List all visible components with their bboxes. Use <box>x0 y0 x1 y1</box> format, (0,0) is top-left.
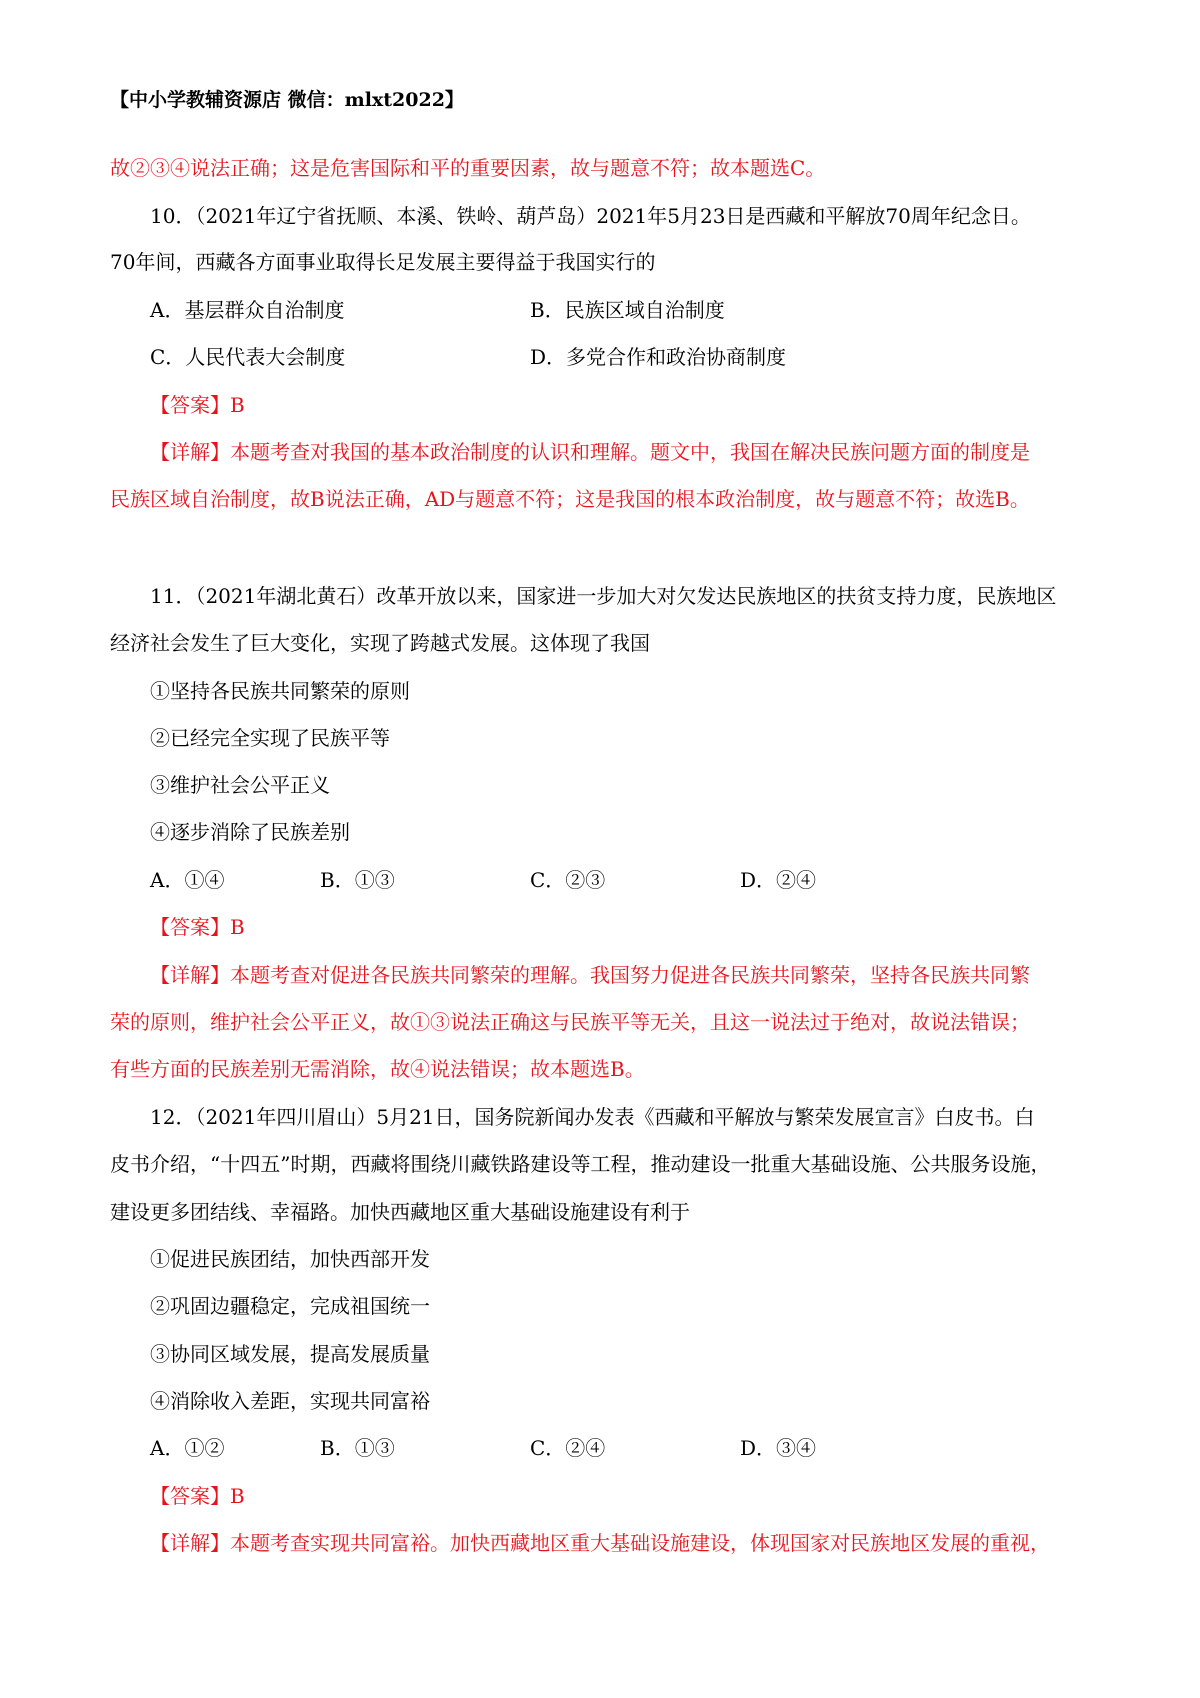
detail-line: 有些方面的民族差别无需消除，故④说法错误；故本题选B。 <box>110 1057 645 1081</box>
detail-line: 【详解】本题考查对我国的基本政治制度的认识和理解。题文中，我国在解决民族问题方面的制度是 <box>150 440 1030 464</box>
statement-item: ①坚持各民族共同繁荣的原则 <box>150 679 410 703</box>
statement-item: ④消除收入差距，实现共同富裕 <box>150 1389 430 1413</box>
question-stem-line: 皮书介绍，“十四五”时期，西藏将围绕川藏铁路建设等工程，推动建设一批重大基础设施、公共服务设施， <box>110 1152 1051 1176</box>
previous-detail-tail: 故②③④说法正确；这是危害国际和平的重要因素，故与题意不符；故本题选C。 <box>110 156 826 180</box>
question-stem-line: 70年间，西藏各方面事业取得长足发展主要得益于我国实行的 <box>110 250 656 274</box>
question-stem-line: 10．（2021年辽宁省抚顺、本溪、铁岭、葫芦岛）2021年5月23日是西藏和平解放70周年纪念日。 <box>150 204 1031 228</box>
option-c: C．②④ <box>530 1436 606 1460</box>
statement-item: ③协同区域发展，提高发展质量 <box>150 1342 430 1366</box>
answer-label: 【答案】B <box>150 915 245 939</box>
detail-line: 【详解】本题考查对促进各民族共同繁荣的理解。我国努力促进各民族共同繁荣，坚持各民族共同繁 <box>150 963 1030 987</box>
option-d: D．多党合作和政治协商制度 <box>530 345 787 369</box>
statement-item: ④逐步消除了民族差别 <box>150 820 350 844</box>
option-a: A．①② <box>150 1436 225 1460</box>
answer-label: 【答案】B <box>150 393 245 417</box>
statement-item: ②已经完全实现了民族平等 <box>150 726 390 750</box>
question-stem-line: 11．（2021年湖北黄石）改革开放以来，国家进一步加大对欠发达民族地区的扶贫支持力度，民族地区 <box>150 584 1057 608</box>
statement-item: ①促进民族团结，加快西部开发 <box>150 1247 430 1271</box>
option-d: D．②④ <box>740 868 817 892</box>
page-header: 【中小学教辅资源店 微信：mlxt2022】 <box>110 89 464 111</box>
option-c: C．②③ <box>530 868 606 892</box>
option-c: C．人民代表大会制度 <box>150 345 346 369</box>
option-b: B．①③ <box>320 868 395 892</box>
answer-label: 【答案】B <box>150 1484 245 1508</box>
option-d: D．③④ <box>740 1436 817 1460</box>
detail-line: 【详解】本题考查实现共同富裕。加快西藏地区重大基础设施建设，体现国家对民族地区发展的重视， <box>150 1531 1050 1555</box>
statement-item: ②巩固边疆稳定，完成祖国统一 <box>150 1294 430 1318</box>
question-stem-line: 12．（2021年四川眉山）5月21日，国务院新闻办发表《西藏和平解放与繁荣发展宣言》白皮书。白 <box>150 1105 1035 1129</box>
detail-line: 荣的原则，维护社会公平正义，故①③说法正确这与民族平等无关，且这一说法过于绝对，故说法错误； <box>110 1010 1030 1034</box>
option-a: A．基层群众自治制度 <box>150 298 345 322</box>
statement-item: ③维护社会公平正义 <box>150 773 330 797</box>
option-b: B．①③ <box>320 1436 395 1460</box>
question-stem-line: 经济社会发生了巨大变化，实现了跨越式发展。这体现了我国 <box>110 631 650 655</box>
option-b: B．民族区域自治制度 <box>530 298 725 322</box>
option-a: A．①④ <box>150 868 225 892</box>
question-stem-line: 建设更多团结线、幸福路。加快西藏地区重大基础设施建设有利于 <box>110 1200 690 1224</box>
detail-line: 民族区域自治制度，故B说法正确，AD与题意不符；这是我国的根本政治制度，故与题意不符；故选B。 <box>110 487 1030 511</box>
